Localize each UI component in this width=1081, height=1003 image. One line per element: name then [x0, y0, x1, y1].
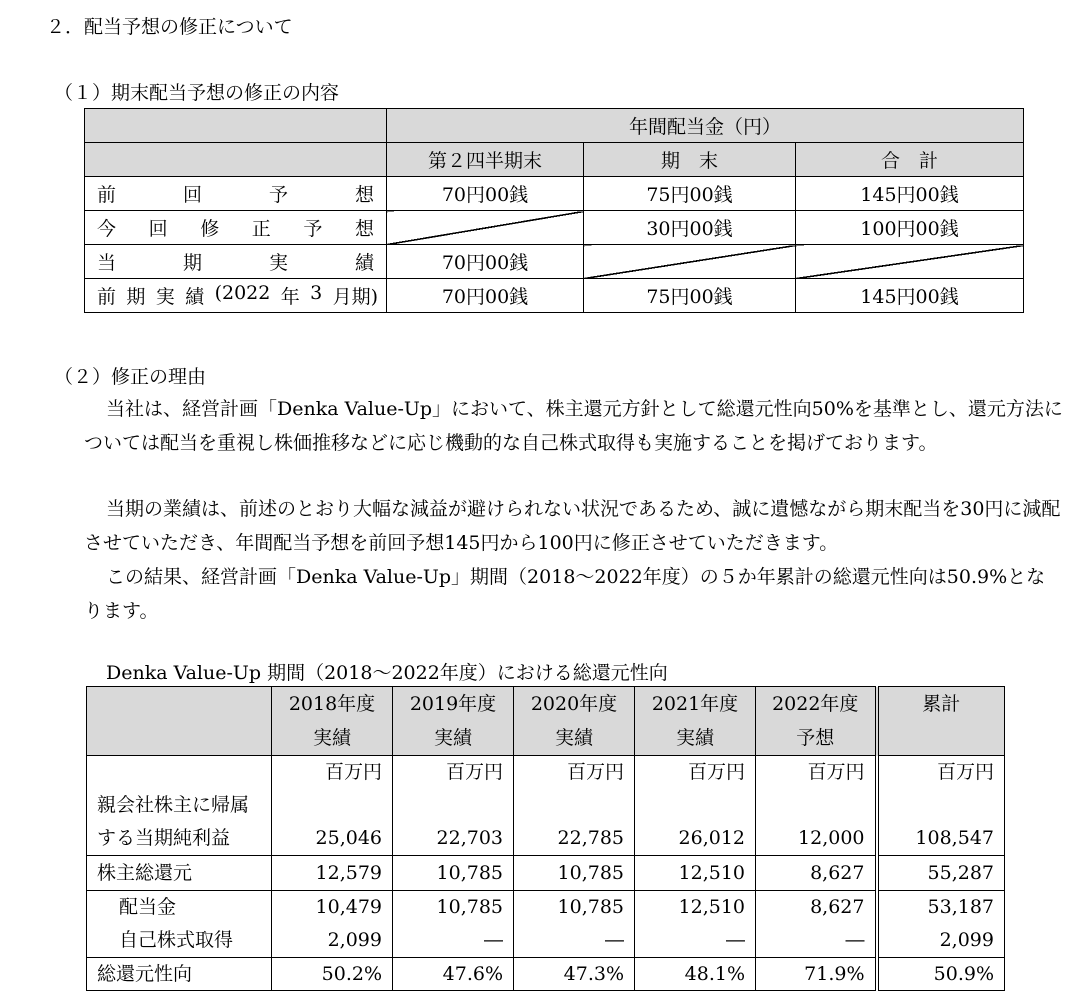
cell-value: 47.3%: [514, 958, 635, 991]
cell-value: 百万円 25,046: [272, 756, 393, 856]
cell-year-end: 30円00銭: [584, 211, 796, 245]
blank-header-cell: [85, 109, 387, 143]
paragraph-performance: 当期の業績は、前述のとおり大幅な減益が避けられない状況であるため、誠に遺憾ながら期末配当を30円に減配させていただき、年間配当予想を前回予想145円から100円に修正させていただきます。: [84, 498, 1061, 554]
cell-value: 百万円 26,012: [635, 756, 756, 856]
cell-value: 8,627 ―: [756, 891, 877, 958]
cell-value: 53,187 2,099: [877, 891, 1005, 958]
col-header-2018: 2018年度 実績: [272, 687, 393, 756]
cell-value: 10,785: [514, 856, 635, 891]
cell-value: 百万円 12,000: [756, 756, 877, 856]
table-row: [87, 856, 1005, 891]
dividend-forecast-table: [84, 108, 1024, 313]
blank-header-cell: [87, 687, 272, 756]
total-return-ratio-table: [86, 686, 1005, 991]
section-title: ２．配当予想の修正について: [46, 16, 293, 38]
col-header-2019: 2019年度 実績: [393, 687, 514, 756]
blank-header-cell: [85, 143, 387, 177]
col-header-total: 合 計: [796, 143, 1024, 177]
cell-total: 145円00銭: [796, 279, 1024, 313]
row-label-dividend-and-buyback: 配当金 自己株式取得: [87, 891, 272, 958]
cell-value: 10,785: [393, 856, 514, 891]
table-row: [87, 958, 1005, 991]
table-row: [85, 245, 1024, 279]
subsection-title-revision: （１）期末配当予想の修正の内容: [54, 82, 340, 104]
col-header-year-end: 期 末: [584, 143, 796, 177]
cell-year-end: 75円00銭: [584, 177, 796, 211]
row-label: 今 回 修 正 予 想: [85, 211, 387, 245]
cell-q2: 70円00銭: [387, 177, 584, 211]
table-row: [85, 279, 1024, 313]
cell-value: 12,510: [635, 856, 756, 891]
cell-total: 100円00銭: [796, 211, 1024, 245]
row-label: 当 期 実 績: [85, 245, 387, 279]
row-label-shareholder-return: 株主総還元: [87, 856, 272, 891]
row-label: 前 回 予 想: [85, 177, 387, 211]
cell-value: 百万円 22,785: [514, 756, 635, 856]
cell-value: 10,785 ―: [393, 891, 514, 958]
paragraph-result: この結果、経営計画「Denka Value-Up」期間（2018～2022年度）の５か年累計の総還元性向は50.9%となります。: [84, 566, 1046, 622]
cell-q2-empty: [387, 211, 584, 245]
cell-q2: 70円00銭: [387, 279, 584, 313]
row-label-net-income: 親会社株主に帰属 する当期純利益: [87, 756, 272, 856]
cell-value: 47.6%: [393, 958, 514, 991]
col-header-q2: 第２四半期末: [387, 143, 584, 177]
col-header-2020: 2020年度 実績: [514, 687, 635, 756]
cell-total: 145円00銭: [796, 177, 1024, 211]
row-label: 前 期 実 績 (2022 年 3 月期): [85, 279, 387, 313]
col-header-2022: 2022年度 予想: [756, 687, 877, 756]
cell-value: 8,627: [756, 856, 877, 891]
table-row: [87, 756, 1005, 856]
cell-value: 10,479 2,099: [272, 891, 393, 958]
cell-value: 71.9%: [756, 958, 877, 991]
table-row: [85, 177, 1024, 211]
paragraph-return-policy: 当社は、経営計画「Denka Value-Up」において、株主還元方針として総還元性向50%を基準とし、還元方法については配当を重視し株価推移などに応じ機動的な自己株式取得も実施することを掲げております。: [84, 398, 1063, 454]
table2-caption: Denka Value-Up 期間（2018～2022年度）における総還元性向: [106, 662, 668, 684]
col-header-2021: 2021年度 実績: [635, 687, 756, 756]
cell-value: 48.1%: [635, 958, 756, 991]
col-header-cumulative: 累計: [877, 687, 1005, 756]
cell-year-end-empty: [584, 245, 796, 279]
subsection-title-reason: （２）修正の理由: [54, 366, 207, 388]
cell-total-empty: [796, 245, 1024, 279]
row-label-total-return-ratio: 総還元性向: [87, 958, 272, 991]
table-row: [87, 891, 1005, 958]
cell-value: 55,287: [877, 856, 1005, 891]
cell-value: 12,579: [272, 856, 393, 891]
table-row: [85, 211, 1024, 245]
cell-value: 50.9%: [877, 958, 1005, 991]
cell-year-end: 75円00銭: [584, 279, 796, 313]
cell-value: 百万円 22,703: [393, 756, 514, 856]
cell-value: 10,785 ―: [514, 891, 635, 958]
cell-value: 12,510 ―: [635, 891, 756, 958]
cell-q2: 70円00銭: [387, 245, 584, 279]
cell-value: 百万円 108,547: [877, 756, 1005, 856]
annual-dividend-header: 年間配当金（円）: [387, 109, 1024, 143]
cell-value: 50.2%: [272, 958, 393, 991]
